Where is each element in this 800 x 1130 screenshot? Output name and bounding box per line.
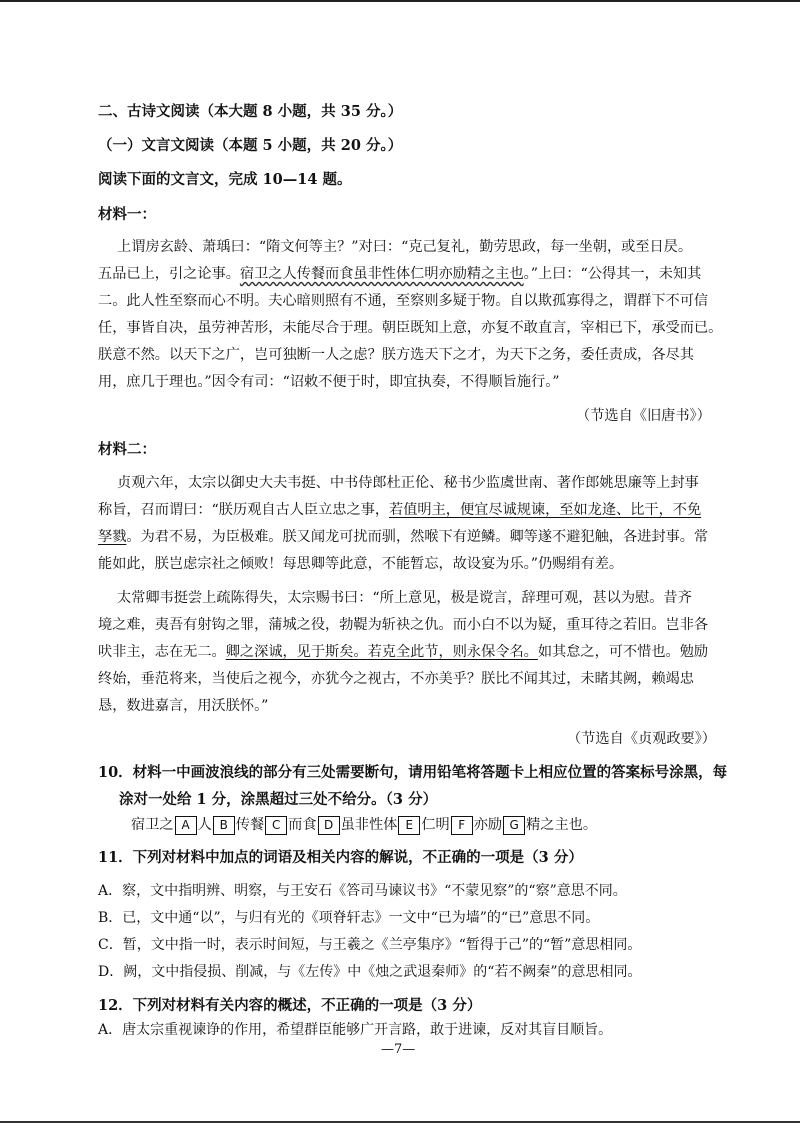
answer-box-a[interactable]: A — [175, 816, 197, 835]
answer-box-f[interactable]: F — [451, 816, 473, 835]
material2-p1-line-4: 能如此，朕岂虑宗社之倾败！每思卿等此意，不能暂忘，故设宴为乐。”仍赐绢有差。 — [98, 556, 624, 572]
page-number: —7— — [381, 1042, 416, 1057]
q11-option-c: C．暂，文中指一时，表示时间短，与王羲之《兰亭集序》“暂得于己”的“暂”意思相同。 — [98, 937, 642, 953]
material2-p1-line-2: 称旨，召而谓曰：“朕历观自古人臣立忠之事，若值明主，便宜尽诚规谏，至如龙逄、比干，不免 — [98, 502, 702, 518]
q10-stem-line-2: 涂对一处给 1 分，涂黑超过三处不给分。（3 分） — [119, 791, 438, 808]
q12-stem: 12．下列对材料有关内容的概述，不正确的一项是（3 分） — [98, 997, 482, 1014]
material1-line-6: 用，庶几于理也。”因令有司：“诏敕不便于时，即宜执奏，不得顺旨施行。” — [98, 374, 560, 390]
material1-line-2: 五品已上，引之论事。宿卫之人传餐而食虽非性体仁明亦励精之主也。”上曰：“公得其一，未知其 — [98, 266, 702, 282]
q11-option-d: D．阙，文中指侵损、削减，与《左传》中《烛之武退秦师》的“若不阙秦”的意思相同。 — [98, 964, 642, 980]
answer-box-d[interactable]: D — [318, 816, 340, 835]
material2-p2-line-2: 境之难，夷吾有射钩之罪，蒲城之役，勃鞮为斩袂之仇。而小白不以为疑，重耳待之若旧。岂非各 — [98, 617, 709, 633]
material1-line-5: 朕意不然。以天下之广，岂可独断一人之虑？朕方选天下之才，为天下之务，委任责成，各尽其 — [98, 347, 694, 363]
underlined-sentence-1: 若值明主，便宜尽诚规谏，至如龙逄、比干，不免 — [389, 502, 702, 518]
material2-p1-line-1: 贞观六年，太宗以御史大夫韦挺、中书侍郎杜正伦、秘书少监虞世南、著作郎姚思廉等上封事 — [117, 475, 699, 491]
q11-option-b: B．已，文中通“以”，与归有光的《项脊轩志》一文中“已为墙”的“已”意思不同。 — [98, 910, 600, 926]
material2-p2-line-1: 太常卿韦挺尝上疏陈得失，太宗赐书曰：“所上意见，极是谠言，辞理可观，甚以为慰。昔齐 — [117, 590, 692, 606]
material1-source: （节选自《旧唐书》） — [576, 408, 711, 424]
material2-label: 材料二： — [98, 441, 156, 458]
underlined-sentence-2: 卿之深诚，见于斯矣。 — [225, 644, 368, 660]
q11-stem: 11．下列对材料中加点的词语及相关内容的解说，不正确的一项是（3 分） — [98, 849, 583, 866]
material1-line-3: 二。此人性至察而心不明。夫心暗则照有不通，至察则多疑于物。自以欺孤寡得之，谓群下不可信 — [98, 293, 709, 309]
material2-source: （节选自《贞观政要》） — [567, 731, 716, 747]
material2-p1-line-3: 孥戮。为君不易，为臣极难。朕又闻龙可扰而驯，然喉下有逆鳞。卿等遂不避犯触，各进封事。常 — [98, 529, 709, 545]
q12-option-a: A．唐太宗重视谏诤的作用，希望群臣能够广开言路，敢于进谏，反对其盲目顺旨。 — [98, 1022, 613, 1038]
bottom-border-line — [0, 1121, 800, 1123]
subsection-title: （一）文言文阅读（本题 5 小题，共 20 分。） — [98, 137, 403, 154]
material2-p2-line-5: 恳，数进嘉言，用沃朕怀。” — [98, 698, 269, 714]
underlined-sentence-3: 若克全此节，则永保令名。 — [367, 644, 538, 660]
answer-box-e[interactable]: E — [398, 816, 420, 835]
reading-instruction: 阅读下面的文言文，完成 10—14 题。 — [98, 171, 352, 188]
material1-line-4: 任，事皆自决，虽劳神苦形，未能尽合于理。朝臣既知上意，亦复不敢直言，宰相已下，承受而已。 — [98, 320, 723, 336]
material2-p2-line-3: 吠非主，志在无二。卿之深诚，见于斯矣。若克全此节，则永保令名。如其怠之，可不惜也。勉励 — [98, 644, 709, 660]
q10-answer-row: 宿卫之 A 人 B 传餐 C 而食 D 虽非性体 E 仁明 F 亦励 G 精之主也。 — [131, 817, 598, 833]
wavy-underlined-passage: 宿卫之人传餐而食虽非性体仁明亦励精之主也 — [239, 266, 524, 282]
material1-line-1: 上谓房玄龄、萧瑀曰：“隋文何等主？”对曰：“克己复礼，勤劳思政，每一坐朝，或至日昃。 — [117, 239, 693, 255]
answer-box-b[interactable]: B — [213, 816, 235, 835]
material1-label: 材料一： — [98, 206, 156, 223]
q10-stem-line-1: 10．材料一中画波浪线的部分有三处需要断句，请用铅笔将答题卡上相应位置的答案标号涂黑，每 — [98, 764, 728, 781]
material2-p2-line-4: 终始，垂范将来，当使后之视今，亦犹今之视古，不亦美乎？朕比不闻其过，未睹其阙，赖竭忠 — [98, 671, 694, 687]
top-border-line — [0, 0, 800, 2]
answer-box-g[interactable]: G — [503, 816, 525, 835]
answer-box-c[interactable]: C — [265, 816, 287, 835]
q11-option-a: A．察，文中指明辨、明察，与王安石《答司马谏议书》“不蒙见察”的“察”意思不同。 — [98, 883, 627, 899]
section-title: 二、古诗文阅读（本大题 8 小题，共 35 分。） — [98, 103, 403, 120]
